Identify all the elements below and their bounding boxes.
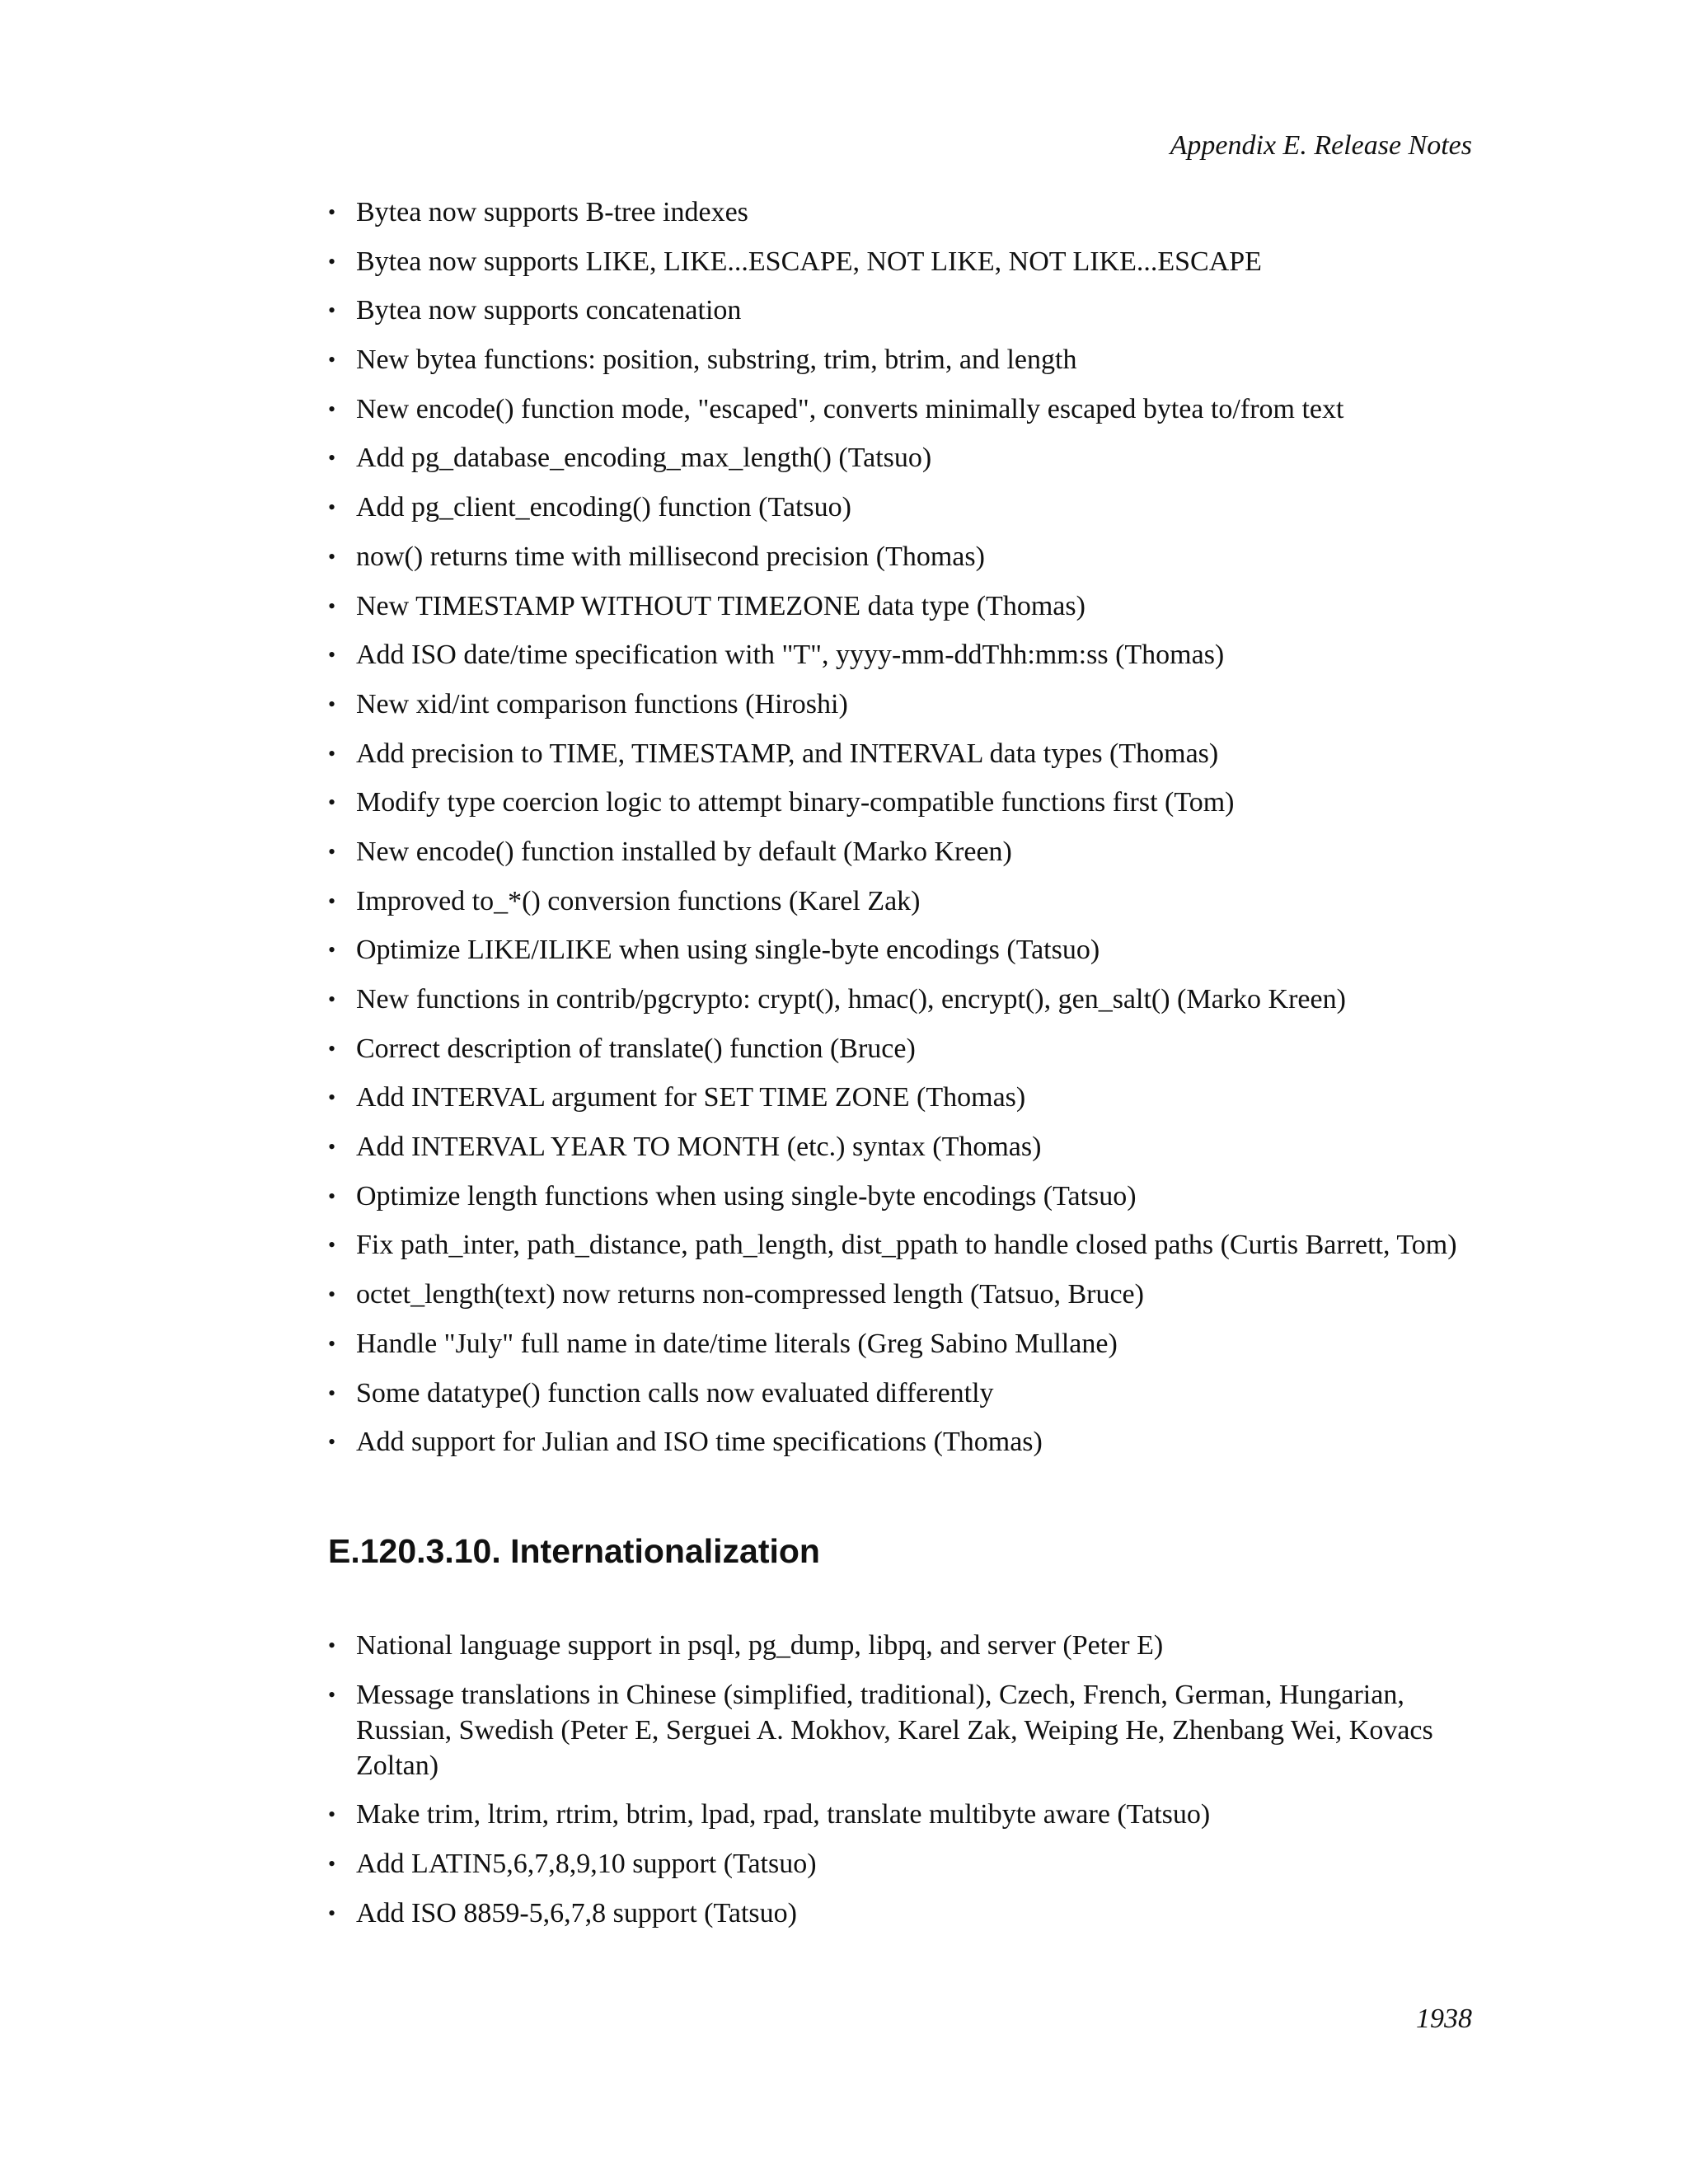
list-item-text: Modify type coercion logic to attempt binary-compatible functions first (Tom) [356, 787, 1235, 818]
list-item-text: New encode() function mode, "escaped", converts minimally escaped bytea to/from text [356, 393, 1344, 424]
bullet-icon: • [328, 1802, 336, 1827]
list-item [328, 736, 1482, 771]
bullet-icon: • [328, 1852, 336, 1877]
list-item-text: Add ISO 8859-5,6,7,8 support (Tatsuo) [356, 1897, 797, 1929]
list-item [328, 1628, 1482, 1663]
list-item [328, 982, 1482, 1017]
list-item [328, 588, 1482, 624]
list-item-text: Add ISO date/time specification with "T", yyyy-mm-ddThh:mm:ss (Thomas) [356, 640, 1225, 671]
bullet-icon: • [328, 643, 336, 668]
bullet-icon: • [328, 987, 336, 1011]
list-item [328, 194, 1482, 230]
bullet-icon: • [328, 1380, 336, 1405]
list-item-text: Message translations in Chinese (simplified, traditional), Czech, French, German, Hungarian, Russian, Swedish (Peter E, Serguei A. Mokhov, Karel Zak, Weiping He, Zhenbang Wei, Kovacs Zoltan) [356, 1679, 1433, 1781]
list-item [328, 785, 1482, 820]
list-item-text: Optimize LIKE/ILIKE when using single-byte encodings (Tatsuo) [356, 935, 1100, 966]
bullet-icon: • [328, 446, 336, 471]
list-item [328, 1129, 1482, 1165]
bullet-icon: • [328, 1633, 336, 1657]
list-item-text: National language support in psql, pg_dump, libpq, and server (Peter E) [356, 1630, 1164, 1661]
bullet-icon: • [328, 593, 336, 618]
list-item [328, 1797, 1482, 1832]
bullet-icon: • [328, 249, 336, 274]
list-item [328, 440, 1482, 476]
list-item-text: Add INTERVAL argument for SET TIME ZONE (Thomas) [356, 1082, 1026, 1113]
bullet-icon: • [328, 1233, 336, 1258]
list-item-text: Correct description of translate() function (Bruce) [356, 1033, 916, 1064]
internationalization-list [328, 1628, 1482, 1944]
list-item-text: Fix path_inter, path_distance, path_length, dist_ppath to handle closed paths (Curtis Barrett, Tom) [356, 1230, 1457, 1261]
bullet-icon: • [328, 396, 336, 421]
list-item-text: Improved to_*() conversion functions (Karel Zak) [356, 885, 921, 916]
list-item-text: Add pg_client_encoding() function (Tatsuo) [356, 492, 851, 523]
list-item-text: Add precision to TIME, TIMESTAMP, and INTERVAL data types (Thomas) [356, 738, 1219, 769]
bullet-icon: • [328, 1900, 336, 1925]
list-item [328, 1080, 1482, 1115]
list-item-text: Bytea now supports concatenation [356, 295, 742, 326]
list-item [328, 539, 1482, 574]
list-item-text: octet_length(text) now returns non-compressed length (Tatsuo, Bruce) [356, 1279, 1144, 1310]
bullet-icon: • [328, 1682, 336, 1707]
list-item [328, 883, 1482, 919]
bullet-icon: • [328, 1085, 336, 1110]
list-item-text: now() returns time with millisecond precision (Thomas) [356, 541, 985, 572]
bullet-icon: • [328, 200, 336, 224]
list-item [328, 834, 1482, 869]
list-item-text: New bytea functions: position, substring, trim, btrim, and length [356, 344, 1077, 376]
running-header: Appendix E. Release Notes [1170, 130, 1472, 161]
list-item [328, 1677, 1482, 1783]
list-item [328, 932, 1482, 968]
list-item [328, 1896, 1482, 1931]
release-notes-list [328, 194, 1482, 1474]
bullet-icon: • [328, 495, 336, 520]
list-item [328, 1326, 1482, 1361]
list-item [328, 244, 1482, 279]
list-item-text: Add pg_database_encoding_max_length() (Tatsuo) [356, 443, 932, 474]
bullet-icon: • [328, 544, 336, 569]
list-item-text: Optimize length functions when using single-byte encodings (Tatsuo) [356, 1180, 1137, 1212]
list-item [328, 1376, 1482, 1411]
bullet-icon: • [328, 298, 336, 323]
bullet-icon: • [328, 1430, 336, 1455]
list-item [328, 1227, 1482, 1263]
bullet-icon: • [328, 741, 336, 766]
list-item [328, 293, 1482, 328]
bullet-icon: • [328, 938, 336, 963]
bullet-icon: • [328, 1135, 336, 1160]
list-item-text: New TIMESTAMP WITHOUT TIMEZONE data type (Thomas) [356, 590, 1085, 621]
bullet-icon: • [328, 1282, 336, 1307]
section-heading: E.120.3.10. Internationalization [328, 1532, 820, 1570]
list-item-text: Bytea now supports B-tree indexes [356, 197, 748, 227]
page-number: 1938 [1416, 2004, 1472, 2034]
list-item [328, 687, 1482, 722]
list-item-text: Handle "July" full name in date/time literals (Greg Sabino Mullane) [356, 1328, 1118, 1359]
list-item [328, 391, 1482, 427]
list-item [328, 1179, 1482, 1214]
list-item [328, 490, 1482, 525]
list-item-text: Make trim, ltrim, rtrim, btrim, lpad, rpad, translate multibyte aware (Tatsuo) [356, 1799, 1211, 1830]
list-item [328, 637, 1482, 673]
bullet-icon: • [328, 691, 336, 716]
list-item-text: New encode() function installed by default (Marko Kreen) [356, 836, 1012, 867]
bullet-icon: • [328, 888, 336, 913]
list-item-text: New functions in contrib/pgcrypto: crypt(), hmac(), encrypt(), gen_salt() (Marko Kreen) [356, 984, 1346, 1015]
list-item-text: Some datatype() function calls now evaluated differently [356, 1377, 994, 1408]
bullet-icon: • [328, 1331, 336, 1356]
list-item-text: Add support for Julian and ISO time specifications (Thomas) [356, 1427, 1043, 1458]
list-item-text: Add INTERVAL YEAR TO MONTH (etc.) syntax (Thomas) [356, 1132, 1042, 1163]
bullet-icon: • [328, 1036, 336, 1061]
list-item-text: Bytea now supports LIKE, LIKE...ESCAPE, NOT LIKE, NOT LIKE...ESCAPE [356, 246, 1262, 277]
list-item [328, 1424, 1482, 1460]
bullet-icon: • [328, 348, 336, 373]
bullet-icon: • [328, 1183, 336, 1208]
list-item [328, 1031, 1482, 1066]
bullet-icon: • [328, 790, 336, 815]
list-item [328, 342, 1482, 377]
list-item-text: New xid/int comparison functions (Hiroshi) [356, 688, 848, 719]
bullet-icon: • [328, 839, 336, 864]
list-item [328, 1277, 1482, 1312]
list-item-text: Add LATIN5,6,7,8,9,10 support (Tatsuo) [356, 1849, 817, 1880]
list-item [328, 1846, 1482, 1882]
